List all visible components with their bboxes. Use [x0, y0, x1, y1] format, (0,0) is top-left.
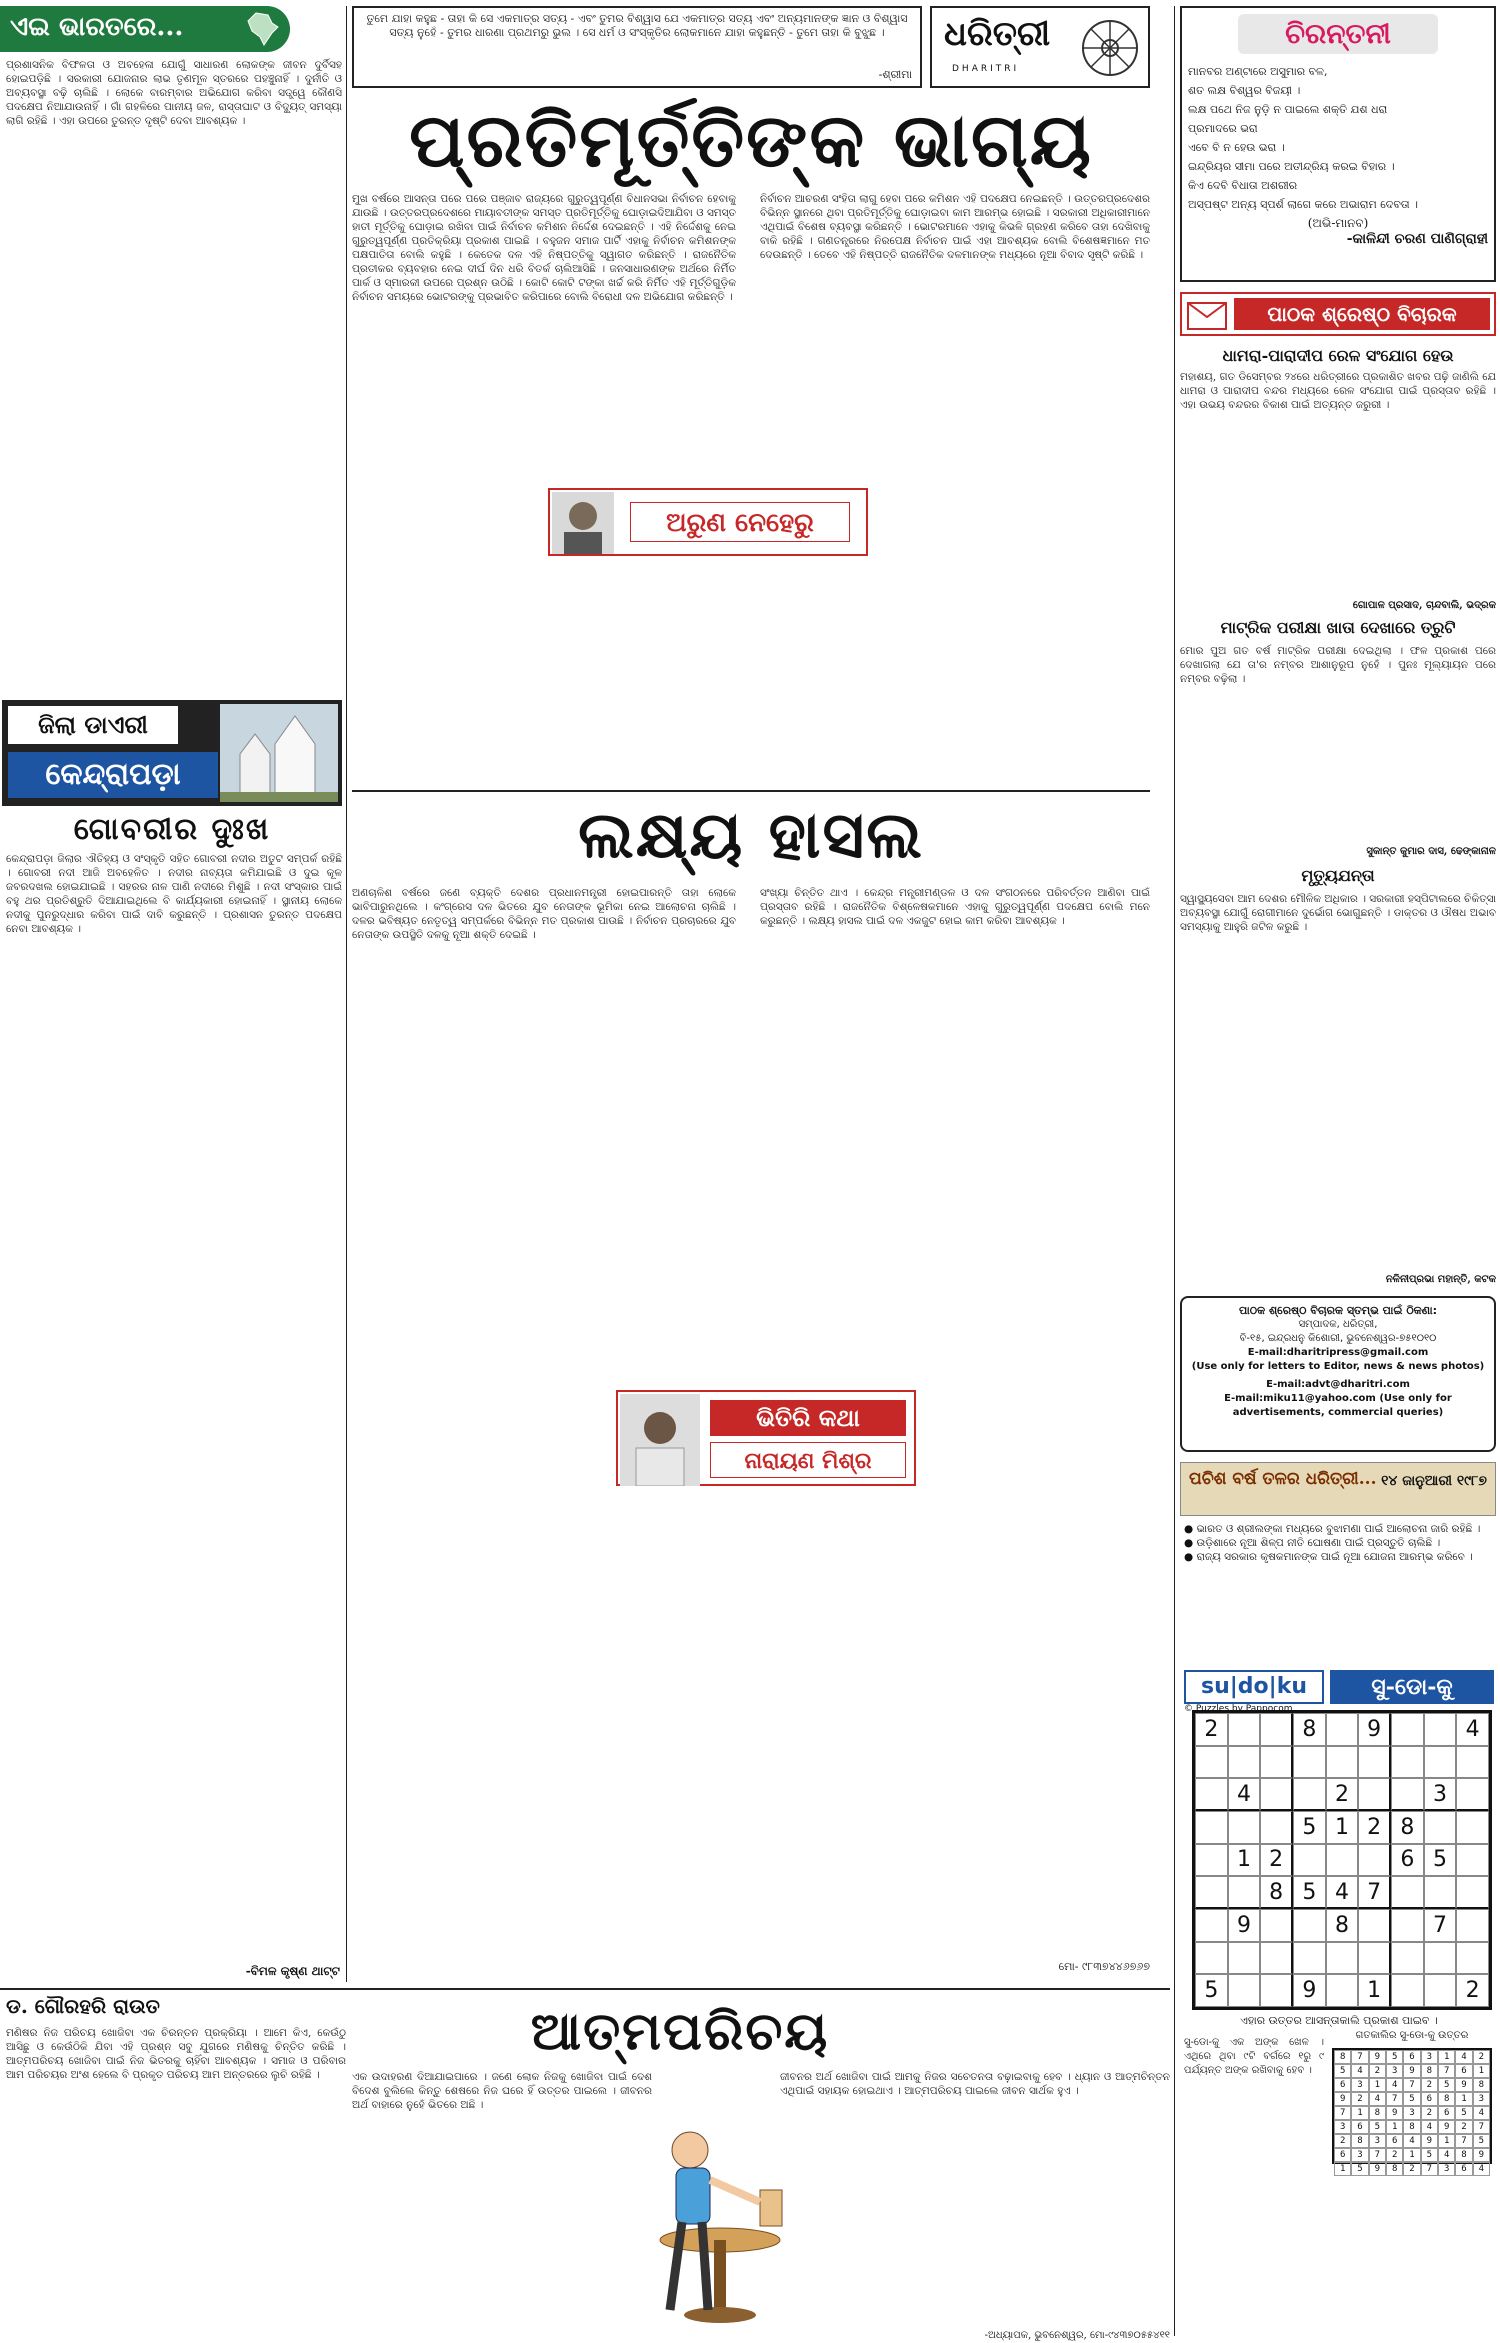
letter1-author: ଗୋପାଳ ପ୍ରସାଦ, ଚାନ୍ଦବାଲି, ଭଦ୍ରକ — [1352, 600, 1496, 611]
sudoku-cell[interactable] — [1391, 1778, 1424, 1811]
sudoku-odia: ସୁ-ଡୋ-କୁ — [1330, 1670, 1494, 1704]
solution-cell: 1 — [1386, 2120, 1403, 2134]
solution-cell: 2 — [1421, 2078, 1438, 2092]
sudoku-cell[interactable]: 1 — [1358, 1974, 1391, 2007]
solution-cell: 4 — [1403, 2134, 1420, 2148]
bottom-divider — [0, 1988, 1170, 1990]
sudoku-solution-title: ଗତକାଲିର ସୁ-ଡୋ-କୁ ଉତ୍ତର — [1355, 2030, 1469, 2041]
sudoku-cell[interactable]: 9 — [1228, 1909, 1261, 1942]
temple-image — [220, 704, 338, 802]
sudoku-cell[interactable] — [1228, 1811, 1261, 1844]
thinking-man-illustration — [620, 2110, 820, 2340]
letter2-body: ମୋର ପୁଅ ଗତ ବର୍ଷ ମାଟ୍ରିକ ପରୀକ୍ଷା ଦେଇଥିଲା । ଫଳ ପ୍ରକାଶ ପରେ ଦେଖାଗଲା ଯେ ତା'ର ନମ୍ବର ଆଶାନୁରୂପ ନୁହେଁ । ପୁନଃ ମୂଲ୍ୟାୟନ ପରେ ନମ୍ବର ବଢ଼ିଲା । — [1180, 645, 1496, 685]
sudoku-cell[interactable] — [1260, 1746, 1293, 1779]
author-arun-box — [548, 488, 868, 556]
solution-cell: 2 — [1334, 2134, 1351, 2148]
solution-cell: 9 — [1369, 2050, 1386, 2064]
sudoku-cell[interactable] — [1326, 1844, 1359, 1877]
solution-cell: 6 — [1334, 2148, 1351, 2162]
masthead-name: ଧରିତ୍ରୀ — [944, 14, 1051, 54]
address-title: ପାଠକ ଶ୍ରେଷ୍ଠ ବିଚାରକ ସ୍ତମ୍ଭ ପାଇଁ ଠିକଣା: — [1238, 1304, 1438, 1317]
poem-line: ମାନବର ଅଣ୍ଟାରେ ଅସୁମାର ବଳ, — [1188, 65, 1328, 78]
article1-divider — [352, 790, 1150, 792]
sudoku-cell[interactable]: 2 — [1195, 1713, 1228, 1746]
solution-cell: 2 — [1369, 2064, 1386, 2078]
sudoku-cell[interactable] — [1456, 1844, 1489, 1877]
sudoku-cell[interactable] — [1326, 1713, 1359, 1746]
solution-cell: 5 — [1421, 2148, 1438, 2162]
headline-2: ଲକ୍ଷ୍ୟ ହାସଲ — [578, 798, 924, 873]
sudoku-cell[interactable]: 2 — [1456, 1974, 1489, 2007]
masthead-sub: DHARITRI — [952, 64, 1020, 74]
solution-cell: 4 — [1386, 2078, 1403, 2092]
sudoku-cell[interactable] — [1391, 1942, 1424, 1975]
sudoku-logo: su|do|ku — [1184, 1670, 1324, 1704]
ei-bharatare-title: ଏଇ ଭାରତରେ... — [10, 12, 184, 42]
ei-bharatare-header — [0, 6, 290, 52]
solution-cell: 9 — [1455, 2078, 1472, 2092]
atmaparichaya-author: ଡ. ଗୌରହରି ରାଉତ — [6, 1994, 160, 2018]
solution-cell: 1 — [1369, 2078, 1386, 2092]
solution-cell: 8 — [1438, 2092, 1455, 2106]
solution-cell: 7 — [1473, 2120, 1490, 2134]
solution-cell: 5 — [1351, 2162, 1368, 2176]
solution-cell: 8 — [1334, 2050, 1351, 2064]
sudoku-cell[interactable] — [1260, 1778, 1293, 1811]
sudoku-cell[interactable] — [1358, 1909, 1391, 1942]
solution-cell: 8 — [1403, 2120, 1420, 2134]
solution-cell: 1 — [1334, 2162, 1351, 2176]
article2-contact: ମୋ- ୯୮୩୭୪୪୬୭୬୭ — [1058, 1960, 1150, 1973]
sudoku-cell[interactable] — [1326, 1746, 1359, 1779]
sudoku-cell[interactable] — [1260, 1811, 1293, 1844]
address-box — [1180, 1296, 1496, 1452]
sudoku-cell[interactable] — [1195, 1778, 1228, 1811]
main-headline: ପ୍ରତିମୂର୍ତ୍ତିଙ୍କ ଭାଗ୍ୟ — [409, 98, 1093, 184]
sudoku-cell[interactable] — [1260, 1974, 1293, 2007]
chirantani-author: -କାଳିନ୍ଦୀ ଚରଣ ପାଣିଗ୍ରାହୀ — [1346, 231, 1488, 247]
solution-cell: 4 — [1473, 2162, 1490, 2176]
solution-cell: 9 — [1403, 2064, 1420, 2078]
envelope-icon — [1186, 297, 1230, 333]
solution-cell: 7 — [1455, 2134, 1472, 2148]
letter3-body: ସ୍ୱାସ୍ଥ୍ୟସେବା ଆମ ଦେଶର ମୌଳିକ ଅଧିକାର । ସରକାରୀ ହସ୍ପିଟାଲରେ ଚିକିତ୍ସା ଅବ୍ୟବସ୍ଥା ଯୋଗୁଁ ରୋଗୀମାନେ ଦୁର୍ଭୋଗ ଭୋଗୁଛନ୍ତି । ଡାକ୍ତର ଓ ଔଷଧ ଅଭାବ ସମସ୍ୟାକୁ ଆହୁରି ଜଟିଳ କରୁଛି । — [1180, 893, 1496, 933]
solution-cell: 1 — [1438, 2050, 1455, 2064]
sudoku-cell[interactable] — [1391, 1909, 1424, 1942]
poem-line: ପ୍ରମାଦରେ ଭରା — [1188, 122, 1258, 135]
sudoku-cell[interactable]: 2 — [1358, 1811, 1391, 1844]
author-arun-name: ଅରୁଣ ନେହେରୁ — [630, 502, 850, 542]
jila-diary-byline: -ବିମଳ କୃଷ୍ଣ ଥାଟ୍ଟ — [245, 1964, 340, 1978]
sudoku-cell[interactable]: 2 — [1326, 1778, 1359, 1811]
solution-cell: 5 — [1369, 2120, 1386, 2134]
sudoku-cell[interactable] — [1195, 1844, 1228, 1877]
sudoku-cell[interactable]: 3 — [1424, 1778, 1457, 1811]
article1-col1: ମୁଖ ବର୍ଷରେ ଆସନ୍ତା ପରେ ପରେ ପଞ୍ଜାବ ରାଜ୍ୟରେ ଗୁରୁତ୍ୱପୂର୍ଣ୍ଣ ବିଧାନସଭା ନିର୍ବାଚନ ହେବାକୁ ଯାଉଛି । ଉତ୍ତରପ୍ରଦେଶରେ ମାୟାବତୀଙ୍କ ସମସ୍ତ ପ୍ରତିମୂର୍ତ୍ତିକୁ ଘୋଡ଼ାଇଦିଆଯିବା ଓ ସମସ୍ତ ହାତୀ ମୂର୍ତ୍ତିକୁ ଘୋଡ଼ାଇ ରଖିବା ପାଇଁ ନିର୍ବାଚନ କମିଶନ ନିର୍ଦ୍ଦେଶ ଦେଇଛନ୍ତି । ଏହି ନିର୍ଦ୍ଦେଶକୁ ନେଇ ଗୁରୁତ୍ୱପୂର୍ଣ୍ଣ ପ୍ରତିକ୍ରିୟା ପ୍ରକାଶ ପାଇଛି । ବହୁଜନ ସମାଜ ପାର୍ଟି ଏହାକୁ ନିର୍ବାଚନ କମିଶନଙ୍କ ପକ୍ଷପାତିତା ବୋଲି କହୁଛି । କେତେକ ଦଳ ଏହି ନିଷ୍ପତ୍ତିକୁ ସ୍ୱାଗତ କରିଛନ୍ତି । ରାଜନୈତିକ ପ୍ରତୀକର ବ୍ୟବହାର ନେଇ ଦୀର୍ଘ ଦିନ ଧରି ବିତର୍କ ଚାଲିଆସିଛି । ଜନସାଧାରଣଙ୍କ ଅର୍ଥରେ ନିର୍ମିତ ପାର୍କ ଓ ସ୍ମାରକୀ ଉପରେ ପ୍ରଶ୍ନ ଉଠିଛି । କୋଟି କୋଟି ଟଙ୍କା ଖର୍ଚ୍ଚ କରି ନିର୍ମିତ ଏହି ମୂର୍ତ୍ତିଗୁଡ଼ିକ ନିର୍ବାଚନ ସମୟରେ ଭୋଟରଙ୍କୁ ପ୍ରଭାବିତ କରିପାରେ ବୋଲି ବିରୋଧୀ ଦଳ ଅଭିଯୋଗ କରିଛନ୍ତି । — [352, 193, 736, 303]
advt-email-2[interactable]: E-mail:miku11@yahoo.com (Use only for advertisements, commercial queries) — [1224, 1393, 1452, 1418]
sudoku-cell[interactable] — [1424, 1876, 1457, 1909]
atmaparichaya-left: ମଣିଷର ନିଜ ପରିଚୟ ଖୋଜିବା ଏକ ଚିରନ୍ତନ ପ୍ରକ୍ରିୟା । ଆମେ କିଏ, କେଉଁଠୁ ଆସିଛୁ ଓ କେଉଁଠିକି ଯିବା ଏହି ପ୍ରଶ୍ନ ସବୁ ଯୁଗରେ ମଣିଷକୁ ଚିନ୍ତିତ କରିଛି । ଆତ୍ମପରିଚୟ ଖୋଜିବା ପାଇଁ ନିଜ ଭିତରକୁ ଚାହିଁବା ଆବଶ୍ୟକ । ସମାଜ ଓ ପରିବାର ଆମ ପରିଚୟର ଅଂଶ ହେଲେ ବି ପ୍ରକୃତ ପରିଚୟ ଆମ ଅନ୍ତରରେ ଲୁଚି ରହିଛି । — [6, 2027, 346, 2081]
quote-box — [352, 6, 922, 88]
atmaparichaya-headline: ଆତ୍ମପରିଚୟ — [530, 2001, 830, 2062]
solution-cell: 4 — [1473, 2106, 1490, 2120]
left-column-rule — [346, 6, 347, 1982]
solution-cell: 9 — [1334, 2092, 1351, 2106]
pachisa-barsa-item: ● ଭାରତ ଓ ଶ୍ରୀଲଙ୍କା ମଧ୍ୟରେ ବୁଝାମଣା ପାଇଁ ଆଲୋଚନା ଜାରି ରହିଛି । — [1184, 1523, 1481, 1535]
sudoku-cell[interactable] — [1293, 1778, 1326, 1811]
sudoku-cell[interactable]: 8 — [1293, 1713, 1326, 1746]
letter3-title: ମୃତ୍ୟୁଯନ୍ତା — [1301, 866, 1375, 885]
solution-cell: 7 — [1421, 2162, 1438, 2176]
sudoku-cell[interactable] — [1228, 1942, 1261, 1975]
atmaparichaya-right: ଜୀବନର ଅର୍ଥ ଖୋଜିବା ପାଇଁ ଆମକୁ ନିଜର ସଚେତନତା ବଢ଼ାଇବାକୁ ହେବ । ଧ୍ୟାନ ଓ ଆତ୍ମଚିନ୍ତନ ଏଥିପାଇଁ ସହାୟକ ହୋଇଥାଏ । ଆତ୍ମପରିଚୟ ପାଇଲେ ଜୀବନ ସାର୍ଥକ ହୁଏ । — [780, 2071, 1170, 2097]
sudoku-credit: © Puzzles by Pappocom — [1184, 1704, 1293, 1714]
sudoku-cell[interactable]: 4 — [1228, 1778, 1261, 1811]
chirantani-source: (ଅଭି-ମାନବ) — [1307, 216, 1369, 230]
solution-cell: 9 — [1421, 2134, 1438, 2148]
solution-cell: 6 — [1334, 2078, 1351, 2092]
solution-cell: 6 — [1438, 2106, 1455, 2120]
article2-col2: ସଂଖ୍ୟା ଚିନ୍ତିତ ଥାଏ । କେନ୍ଦ୍ର ମନ୍ତ୍ରୀମଣ୍ଡଳ ଓ ଦଳ ସଂଗଠନରେ ପରିବର୍ତ୍ତନ ଆଣିବା ପାଇଁ ପ୍ରସ୍ତାବ ରହିଛି । ରାଜନୈତିକ ବିଶ୍ଳେଷକମାନେ ଏହାକୁ ଗୁରୁତ୍ୱପୂର୍ଣ୍ଣ ପଦକ୍ଷେପ ବୋଲି ମନେ କରୁଛନ୍ତି । ଲକ୍ଷ୍ୟ ହାସଲ ପାଇଁ ଦଳ ଏକଜୁଟ ହୋଇ କାମ କରିବା ଆବଶ୍ୟକ । — [760, 887, 1150, 927]
ei-bharatare-body: ପ୍ରଶାସନିକ ବିଫଳତା ଓ ଅବହେଳା ଯୋଗୁଁ ସାଧାରଣ ଲୋକଙ୍କ ଜୀବନ ଦୁର୍ବିସହ ହୋଇପଡ଼ିଛି । ସରକାରୀ ଯୋଜନାର ଲାଭ ତୃଣମୂଳ ସ୍ତରରେ ପହଞ୍ଚୁନାହିଁ । ଦୁର୍ନୀତି ଓ ଅବ୍ୟବସ୍ଥା ବଢ଼ି ଚାଲିଛି । ଲୋକେ ବାରମ୍ବାର ଅଭିଯୋଗ କରିବା ସତ୍ତ୍ୱେ କୌଣସି ପଦକ୍ଷେପ ନିଆଯାଉନାହିଁ । ଗାଁ ଗହଳିରେ ପାନୀୟ ଜଳ, ରାସ୍ତାଘାଟ ଓ ବିଦ୍ୟୁତ୍ ସମସ୍ୟା ଲାଗି ରହିଛି । ଏହା ଉପରେ ତୁରନ୍ତ ଦୃଷ୍ଟି ଦେବା ଆବଶ୍ୟକ । — [6, 59, 342, 127]
sudoku-cell[interactable] — [1456, 1909, 1489, 1942]
sudoku-cell[interactable] — [1228, 1713, 1261, 1746]
sudoku-cell[interactable] — [1293, 1909, 1326, 1942]
jila-diary-headline: ଗୋବରୀର ଦୁଃଖ — [73, 812, 271, 847]
solution-cell: 2 — [1421, 2106, 1438, 2120]
solution-cell: 5 — [1386, 2050, 1403, 2064]
solution-cell: 1 — [1455, 2092, 1472, 2106]
sudoku-cell[interactable] — [1424, 1942, 1457, 1975]
letter3-author: ନଳିନୀପ୍ରଭା ମହାନ୍ତି, କଟକ — [1385, 1274, 1496, 1285]
sudoku-cell[interactable]: 7 — [1424, 1909, 1457, 1942]
poem-line: ଶତ ଲକ୍ଷ ବିଶ୍ୱର ବିଜୟୀ । — [1188, 84, 1301, 97]
dharitri-wheel-icon — [1080, 18, 1140, 78]
chirantani-box — [1180, 6, 1496, 282]
sudoku-cell[interactable]: 9 — [1358, 1713, 1391, 1746]
pachisa-barsa-items — [1184, 1522, 1494, 1602]
sudoku-cell[interactable] — [1456, 1778, 1489, 1811]
solution-cell: 2 — [1386, 2148, 1403, 2162]
solution-cell: 1 — [1473, 2064, 1490, 2078]
reader-banner — [1180, 292, 1496, 336]
solution-cell: 3 — [1421, 2050, 1438, 2064]
sudoku-cell[interactable] — [1391, 1713, 1424, 1746]
sudoku-rules: ସୁ-ଡୋ-କୁ ଏକ ଅଙ୍କ ଖେଳ । ଏଥିରେ ଥିବା ୯ଟି ବର୍ଗରେ ୧ରୁ ୯ ପର୍ଯ୍ୟନ୍ତ ଅଙ୍କ ରଖିବାକୁ ହେବ । — [1184, 2037, 1324, 2076]
solution-cell: 8 — [1421, 2064, 1438, 2078]
solution-cell: 6 — [1455, 2064, 1472, 2078]
sudoku-cell[interactable]: 5 — [1293, 1876, 1326, 1909]
sudoku-cell[interactable] — [1228, 1974, 1261, 2007]
solution-cell: 1 — [1438, 2134, 1455, 2148]
solution-cell: 3 — [1369, 2134, 1386, 2148]
quote-text: ତୁମେ ଯାହା କହୁଛ - ତାହା କି ସେ ଏକମାତ୍ର ସତ୍ୟ - ଏବଂ ତୁମର ବିଶ୍ୱାସ ଯେ ଏକମାତ୍ର ସତ୍ୟ ଏବଂ ଅନ୍ୟମାନଙ୍କ ଜ୍ଞାନ ଓ ବିଶ୍ୱାସ ସତ୍ୟ ନୁହେଁ - ତୁମର ଧାରଣା ପ୍ରଥମରୁ ଭୁଲ । ସେ ଧର୍ମ ଓ ସଂସ୍କୃତିର ଲୋକମାନେ ଯାହା କହୁଛନ୍ତି - ତୁମେ ତାହା କି ବୁଝୁଛ । — [366, 12, 908, 39]
sudoku-cell[interactable] — [1424, 1974, 1457, 2007]
solution-cell: 4 — [1455, 2050, 1472, 2064]
letter2-title: ମାଟ୍ରିକ ପରୀକ୍ଷା ଖାତା ଦେଖାରେ ତ୍ରୁଟି — [1220, 618, 1456, 637]
solution-cell: 5 — [1455, 2106, 1472, 2120]
pachisa-barsa-banner — [1180, 1462, 1496, 1516]
sudoku-cell[interactable] — [1260, 1942, 1293, 1975]
solution-cell: 7 — [1438, 2064, 1455, 2078]
solution-cell: 5 — [1403, 2092, 1420, 2106]
chirantani-poem — [1188, 62, 1488, 214]
solution-cell: 4 — [1351, 2064, 1368, 2078]
solution-cell: 6 — [1386, 2134, 1403, 2148]
sudoku-cell[interactable] — [1195, 1909, 1228, 1942]
sudoku-cell[interactable] — [1391, 1746, 1424, 1779]
sudoku-cell[interactable] — [1456, 1811, 1489, 1844]
sudoku-cell[interactable] — [1391, 1974, 1424, 2007]
solution-cell: 1 — [1351, 2106, 1368, 2120]
letter1-body: ମହାଶୟ, ଗତ ଡିସେମ୍ବର ୨୪ରେ ଧରିତ୍ରୀରେ ପ୍ରକାଶିତ ଖବର ପଢ଼ି ଜାଣିଲି ଯେ ଧାମରା ଓ ପାରାଦୀପ ବନ୍ଦର ମଧ୍ୟରେ ରେଳ ସଂଯୋଗ ପାଇଁ ପ୍ରସ୍ତାବ ରହିଛି । ଏହା ଉଭୟ ବନ୍ଦରର ବିକାଶ ପାଇଁ ଅତ୍ୟନ୍ତ ଜରୁରୀ । — [1180, 371, 1496, 411]
solution-cell: 2 — [1403, 2162, 1420, 2176]
letter1-title: ଧାମରା-ପାରାଦୀପ ରେଳ ସଂଯୋଗ ହେଉ — [1222, 346, 1454, 365]
bhitiri-katha-title: ଭିତିରି କଥା — [710, 1400, 906, 1436]
right-column-rule — [1174, 6, 1175, 2336]
solution-cell: 9 — [1438, 2120, 1455, 2134]
sudoku-cell[interactable] — [1228, 1746, 1261, 1779]
sudoku-cell[interactable] — [1424, 1746, 1457, 1779]
solution-cell: 7 — [1334, 2106, 1351, 2120]
solution-cell: 9 — [1369, 2162, 1386, 2176]
solution-cell: 7 — [1403, 2078, 1420, 2092]
article2-col1: ଅଣଚାଳିଶ ବର୍ଷରେ ଜଣେ ବ୍ୟକ୍ତି ଦେଶର ପ୍ରଧାନମନ୍ତ୍ରୀ ହୋଇପାରନ୍ତି ତାହା ଲୋକେ ଭାବିପାରୁନଥିଲେ । କଂଗ୍ରେସ ଦଳ ଭିତରେ ଯୁବ ନେତାଙ୍କ ଭୂମିକା ନେଇ ଆଲୋଚନା ଚାଲିଛି । ଦଳର ଭବିଷ୍ୟତ ନେତୃତ୍ୱ ସମ୍ପର୍କରେ ବିଭିନ୍ନ ମତ ପ୍ରକାଶ ପାଉଛି । ନିର୍ବାଚନ ପ୍ରଚାରରେ ଯୁବ ନେତାଙ୍କ ଉପସ୍ଥିତି ଦଳକୁ ନୂଆ ଶକ୍ତି ଦେଇଛି । — [352, 887, 736, 941]
sudoku-cell[interactable] — [1195, 1942, 1228, 1975]
poem-line: ଇନ୍ଦ୍ରିୟର ସୀମା ପରେ ଅତୀନ୍ଦ୍ରିୟ କରଇ ବିହାର । — [1188, 160, 1395, 173]
sudoku-answer-note: ଏହାର ଉତ୍ତର ଆସନ୍ତାକାଲି ପ୍ରକାଶ ପାଇବ । — [1240, 2014, 1438, 2027]
sudoku-cell[interactable] — [1358, 1778, 1391, 1811]
solution-cell: 5 — [1473, 2134, 1490, 2148]
atmaparichaya-mid: ଏକ ଉଦାହରଣ ଦିଆଯାଇପାରେ । ଜଣେ ଲୋକ ନିଜକୁ ଖୋଜିବା ପାଇଁ ଦେଶ ବିଦେଶ ବୁଲିଲେ କିନ୍ତୁ ଶେଷରେ ନିଜ ଘରେ ହିଁ ଉତ୍ତର ପାଇଲେ । ଜୀବନର ଅର୍ଥ ବାହାରେ ନୁହେଁ ଭିତରେ ଅଛି । — [352, 2071, 652, 2111]
sudoku-cell[interactable]: 4 — [1456, 1713, 1489, 1746]
sudoku-cell[interactable]: 7 — [1358, 1876, 1391, 1909]
solution-cell: 5 — [1334, 2064, 1351, 2078]
poem-line: ଏବେ ବି ନ ହେଉ ଭରା । — [1188, 141, 1285, 154]
sudoku-cell[interactable]: 8 — [1391, 1811, 1424, 1844]
sudoku-cell[interactable] — [1424, 1713, 1457, 1746]
address-line2: ବି-୧୫, ଇନ୍ଦ୍ରଧନୁ କିଶୋରୀ, ଭୁବନେଶ୍ୱର-୭୫୧୦୧୦ — [1239, 1333, 1437, 1344]
editor-email[interactable]: E-mail:dharitripress@gmail.com — [1247, 1347, 1429, 1358]
sudoku-cell[interactable] — [1260, 1909, 1293, 1942]
solution-cell: 6 — [1455, 2162, 1472, 2176]
solution-cell: 3 — [1403, 2106, 1420, 2120]
solution-cell: 8 — [1351, 2134, 1368, 2148]
sudoku-solution-grid — [1332, 2048, 1492, 2174]
quote-author: -ଶ୍ରୀମା — [878, 68, 912, 81]
solution-cell: 3 — [1334, 2120, 1351, 2134]
sudoku-cell[interactable] — [1195, 1811, 1228, 1844]
jila-diary-banner — [2, 700, 342, 806]
solution-cell: 3 — [1438, 2162, 1455, 2176]
sudoku-cell[interactable] — [1456, 1942, 1489, 1975]
sudoku-cell[interactable]: 6 — [1391, 1844, 1424, 1877]
solution-cell: 3 — [1351, 2078, 1368, 2092]
solution-cell: 8 — [1386, 2162, 1403, 2176]
sudoku-cell[interactable]: 1 — [1228, 1844, 1261, 1877]
chirantani-title: ଚିରନ୍ତନୀ — [1238, 14, 1438, 54]
sudoku-cell[interactable] — [1358, 1844, 1391, 1877]
sudoku-cell[interactable] — [1195, 1876, 1228, 1909]
sudoku-cell[interactable] — [1326, 1942, 1359, 1975]
sudoku-cell[interactable] — [1293, 1746, 1326, 1779]
pachisa-barsa-title: ପଚିଶ ବର୍ଷ ତଳର ଧରିତ୍ରୀ... — [1189, 1469, 1377, 1489]
sudoku-cell[interactable]: 4 — [1326, 1876, 1359, 1909]
sudoku-cell[interactable]: 1 — [1326, 1811, 1359, 1844]
pachisa-barsa-item: ● ରାଜ୍ୟ ସରକାର କୃଷକମାନଙ୍କ ପାଇଁ ନୂଆ ଯୋଜନା ଆରମ୍ଭ କରିବେ । — [1184, 1551, 1473, 1563]
advt-email[interactable]: E-mail:advt@dharitri.com — [1266, 1379, 1410, 1390]
bhitiri-katha-box — [616, 1390, 916, 1486]
sudoku-cell[interactable] — [1456, 1876, 1489, 1909]
district-name: କେନ୍ଦ୍ରାପଡ଼ା — [8, 752, 218, 798]
sudoku-cell[interactable] — [1391, 1876, 1424, 1909]
letter2-author: ସୁକାନ୍ତ କୁମାର ଦାସ, ଢେଙ୍କାନାଳ — [1366, 846, 1496, 857]
sudoku-cell[interactable]: 5 — [1195, 1974, 1228, 2007]
sudoku-cell[interactable] — [1228, 1876, 1261, 1909]
sudoku-grid[interactable] — [1192, 1710, 1492, 2010]
sudoku-cell[interactable] — [1358, 1942, 1391, 1975]
sudoku-cell[interactable]: 9 — [1293, 1974, 1326, 2007]
reader-banner-title: ପାଠକ ଶ୍ରେଷ୍ଠ ବିଚାରକ — [1234, 298, 1490, 330]
sudoku-cell[interactable] — [1456, 1746, 1489, 1779]
sudoku-cell[interactable] — [1260, 1713, 1293, 1746]
india-map-icon — [242, 9, 282, 49]
poem-line: କିଏ ଦେବି ବିଧାତା ଅଶରୀର — [1188, 179, 1298, 192]
sudoku-cell[interactable] — [1424, 1811, 1457, 1844]
solution-cell: 9 — [1473, 2148, 1490, 2162]
pachisa-barsa-date: ୧୪ ଜାନୁଆରୀ ୧୯୮୭ — [1381, 1473, 1487, 1489]
pachisa-barsa-item: ● ଉଡ଼ିଶାରେ ନୂଆ ଶିଳ୍ପ ନୀତି ଘୋଷଣା ପାଇଁ ପ୍ରସ୍ତୁତି ଚାଲିଛି । — [1184, 1537, 1441, 1549]
solution-cell: 7 — [1386, 2092, 1403, 2106]
narayan-mishra-photo — [620, 1394, 700, 1486]
poem-line: ଲକ୍ଷ ପଥେ ନିଜ ନୁଡ଼ି ନ ପାଇଲେ ଶକ୍ତି ଯଶ ଧରା — [1188, 103, 1388, 116]
solution-cell: 3 — [1351, 2148, 1368, 2162]
sudoku-cell[interactable] — [1358, 1746, 1391, 1779]
article1-col2: ନିର୍ବାଚନ ଆଚରଣ ସଂହିତା ଲାଗୁ ହେବା ପରେ କମିଶନ ଏହି ପଦକ୍ଷେପ ନେଇଛନ୍ତି । ଉତ୍ତରପ୍ରଦେଶର ବିଭିନ୍ନ ସ୍ଥାନରେ ଥିବା ପ୍ରତିମୂର୍ତ୍ତିକୁ ଘୋଡ଼ାଇବା କାମ ଆରମ୍ଭ ହୋଇଛି । ସରକାରୀ ଅଧିକାରୀମାନେ ଏଥିପାଇଁ ବିଶେଷ ବ୍ୟବସ୍ଥା କରିଛନ୍ତି । ଭୋଟରମାନେ ଏହାକୁ କିଭଳି ଗ୍ରହଣ କରିବେ ତାହା ଦେଖିବାକୁ ବାକି ରହିଛି । ଗଣତନ୍ତ୍ରରେ ନିରପେକ୍ଷ ନିର୍ବାଚନ ପାଇଁ ଏହା ଆବଶ୍ୟକ ବୋଲି ବିଶେଷଜ୍ଞମାନେ ମତ ଦେଉଛନ୍ତି । ତେବେ ଏହି ନିଷ୍ପତ୍ତି ରାଜନୈତିକ ଦଳମାନଙ୍କ ମଧ୍ୟରେ ନୂଆ ବିବାଦ ସୃଷ୍ଟି କରିଛି । — [760, 193, 1150, 261]
jila-diary-label: ଜିଲା ଡାଏରୀ — [8, 706, 178, 744]
sudoku-cell[interactable] — [1293, 1942, 1326, 1975]
solution-cell: 8 — [1369, 2106, 1386, 2120]
sudoku-cell[interactable]: 5 — [1424, 1844, 1457, 1877]
sudoku-cell[interactable]: 2 — [1260, 1844, 1293, 1877]
sudoku-cell[interactable] — [1195, 1746, 1228, 1779]
solution-cell: 4 — [1438, 2148, 1455, 2162]
solution-cell: 4 — [1421, 2120, 1438, 2134]
arun-nehru-photo — [552, 492, 614, 554]
solution-cell: 3 — [1386, 2064, 1403, 2078]
sudoku-cell[interactable]: 8 — [1260, 1876, 1293, 1909]
solution-cell: 8 — [1473, 2078, 1490, 2092]
sudoku-cell[interactable] — [1326, 1974, 1359, 2007]
poem-line: ଅସ୍ପଷ୍ଟ ଅନ୍ୟ ସ୍ପର୍ଶ ଲାଗେ କରେ ଅଭାରାମ ଦେବତା । — [1188, 198, 1419, 211]
solution-cell: 7 — [1369, 2148, 1386, 2162]
sudoku-cell[interactable] — [1293, 1844, 1326, 1877]
solution-cell: 7 — [1351, 2050, 1368, 2064]
solution-cell: 9 — [1386, 2106, 1403, 2120]
sudoku-cell[interactable]: 5 — [1293, 1811, 1326, 1844]
solution-cell: 4 — [1369, 2092, 1386, 2106]
atmaparichaya-contact: -ଅଧ୍ୟାପକ, ଭୁବନେଶ୍ୱର, ମୋ-୯୪୩୭୦୫୫୪୧୧ — [984, 2330, 1170, 2341]
solution-cell: 1 — [1403, 2148, 1420, 2162]
bhitiri-katha-author: ନାରାୟଣ ମିଶ୍ର — [710, 1442, 906, 1478]
address-line1: ସମ୍ପାଦକ, ଧରିତ୍ରୀ, — [1298, 1319, 1378, 1330]
solution-cell: 2 — [1455, 2120, 1472, 2134]
solution-cell: 8 — [1455, 2148, 1472, 2162]
editor-email-note: (Use only for letters to Editor, news & news photos) — [1191, 1361, 1485, 1372]
solution-cell: 6 — [1421, 2092, 1438, 2106]
masthead — [930, 6, 1150, 88]
solution-cell: 6 — [1403, 2050, 1420, 2064]
sudoku-cell[interactable]: 8 — [1326, 1909, 1359, 1942]
jila-diary-body: କେନ୍ଦ୍ରାପଡ଼ା ଜିଲାର ଐତିହ୍ୟ ଓ ସଂସ୍କୃତି ସହିତ ଗୋବରୀ ନଦୀର ଅତୁଟ ସମ୍ପର୍କ ରହିଛି । ଗୋବରୀ ନଦୀ ଆଜି ଅବହେଳିତ । ନଦୀର ନାବ୍ୟତା କମିଯାଇଛି ଓ ଦୁଇ କୂଳ ଜବରଦଖଲ ହୋଇଯାଇଛି । ସହରର ନାଳ ପାଣି ନଦୀରେ ମିଶୁଛି । ନଦୀ ସଂସ୍କାର ପାଇଁ ବହୁ ଥର ପ୍ରତିଶ୍ରୁତି ଦିଆଯାଇଥିଲେ ବି କାର୍ଯ୍ୟକାରୀ ହୋଇନାହିଁ । ସ୍ଥାନୀୟ ଲୋକେ ନଦୀକୁ ପୁନରୁଦ୍ଧାର କରିବା ପାଇଁ ଦାବି କରୁଛନ୍ତି । ପ୍ରଶାସନ ତୁରନ୍ତ ପଦକ୍ଷେପ ନେବା ଆବଶ୍ୟକ । — [6, 853, 342, 935]
solution-cell: 6 — [1351, 2120, 1368, 2134]
solution-cell: 2 — [1351, 2092, 1368, 2106]
solution-cell: 3 — [1473, 2092, 1490, 2106]
solution-cell: 2 — [1473, 2050, 1490, 2064]
solution-cell: 5 — [1438, 2078, 1455, 2092]
